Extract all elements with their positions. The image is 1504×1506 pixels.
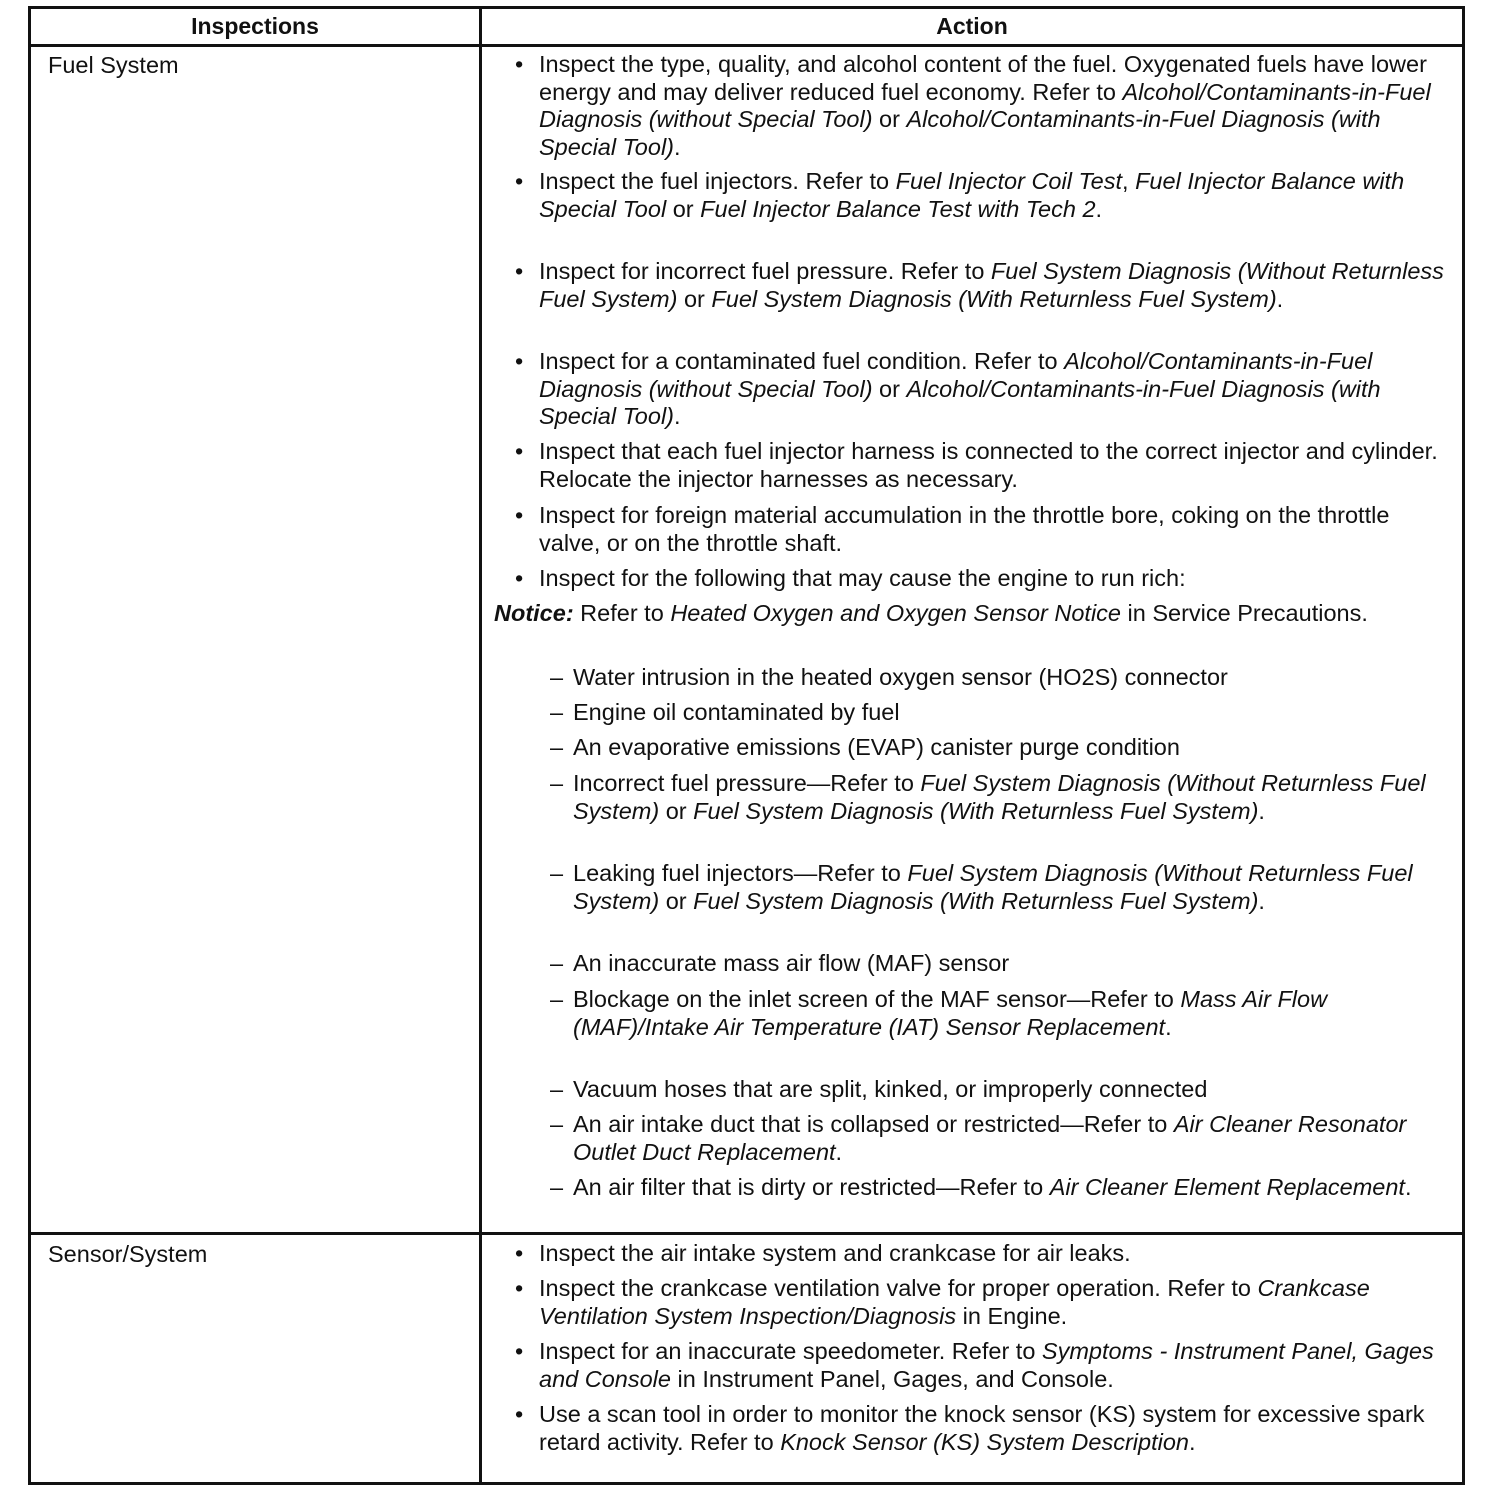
bullet-item: [500, 438, 1450, 493]
bullet-item: [500, 51, 1450, 161]
dash-marker: –: [550, 1111, 564, 1137]
bullet-item: [500, 168, 1450, 223]
sub-item: [500, 860, 1450, 915]
item-text: Inspect the air intake system and crankcase for air leaks.: [539, 1240, 1131, 1266]
sub-item: [500, 986, 1450, 1041]
item-text: Blockage on the inlet screen of the MAF sensor—Refer to Mass Air Flow (MAF)/Intake Air Temperature (IAT) Sensor Replacement.: [573, 986, 1328, 1040]
dash-marker: –: [550, 734, 564, 760]
inspections-header: Inspections: [191, 13, 319, 39]
bullet-marker: •: [515, 258, 524, 284]
dash-marker: –: [550, 699, 564, 725]
sub-item: [500, 699, 1450, 727]
sub-item: [500, 770, 1450, 825]
row-label-fuel-system: Fuel System: [48, 52, 179, 78]
sub-item: [500, 950, 1450, 978]
bullet-marker: •: [515, 1275, 524, 1301]
column-divider: [479, 6, 482, 1485]
notice-text: Refer to Heated Oxygen and Oxygen Sensor Notice in Service Precautions.: [573, 600, 1368, 626]
dash-marker: –: [550, 860, 564, 886]
bullet-marker: •: [515, 168, 524, 194]
bullet-item: [500, 1338, 1450, 1393]
bullet-marker: •: [515, 1401, 524, 1427]
bullet-marker: •: [515, 1338, 524, 1364]
item-text: Inspect the crankcase ventilation valve for proper operation. Refer to Crankcase Ventilation System Inspection/Diagnosis in Engine.: [539, 1275, 1370, 1329]
sub-item: [500, 664, 1450, 692]
item-text: Inspect for incorrect fuel pressure. Refer to Fuel System Diagnosis (Without Returnless Fuel System) or Fuel System Diagnosis (With Returnless Fuel System).: [539, 258, 1444, 312]
item-text: Inspect for the following that may cause the engine to run rich:: [539, 565, 1186, 591]
item-text: Inspect the fuel injectors. Refer to Fuel Injector Coil Test, Fuel Injector Balance with Special Tool or Fuel Injector Balance Test with Tech 2.: [539, 168, 1405, 222]
row-label-sensor-system: Sensor/System: [48, 1241, 208, 1267]
item-text: Inspect for a contaminated fuel condition. Refer to Alcohol/Contaminants-in-Fuel Diagnosis (without Special Tool) or Alcohol/Contaminants-in-Fuel Diagnosis (with Special Tool).: [539, 348, 1381, 429]
notice-line: [494, 600, 1454, 628]
item-text: An inaccurate mass air flow (MAF) sensor: [573, 950, 1010, 976]
item-text: An air intake duct that is collapsed or restricted—Refer to Air Cleaner Resonator Outlet Duct Replacement.: [573, 1111, 1407, 1165]
sub-item: [500, 1174, 1450, 1202]
dash-marker: –: [550, 1076, 564, 1102]
bullet-item: [500, 348, 1450, 431]
bullet-item: [500, 502, 1450, 557]
bullet-item: [500, 565, 1450, 593]
item-text: Inspect the type, quality, and alcohol content of the fuel. Oxygenated fuels have lower energy and may deliver reduced fuel economy. Refer to Alcohol/Contaminants-in-Fuel Diagnosis (without Special Tool) or Alcohol/Contaminants-in-Fuel Diagnosis (with Special Tool).: [539, 51, 1431, 160]
item-text: Engine oil contaminated by fuel: [573, 699, 900, 725]
sub-item: [500, 734, 1450, 762]
dash-marker: –: [550, 1174, 564, 1200]
bullet-marker: •: [515, 51, 524, 77]
item-text: Vacuum hoses that are split, kinked, or improperly connected: [573, 1076, 1208, 1102]
dash-marker: –: [550, 664, 564, 690]
item-text: Leaking fuel injectors—Refer to Fuel System Diagnosis (Without Returnless Fuel System) or Fuel System Diagnosis (With Returnless Fuel System).: [573, 860, 1413, 914]
sub-item: [500, 1076, 1450, 1104]
bullet-marker: •: [515, 502, 524, 528]
item-text: Incorrect fuel pressure—Refer to Fuel System Diagnosis (Without Returnless Fuel System) or Fuel System Diagnosis (With Returnless Fuel System).: [573, 770, 1426, 824]
item-text: Inspect for an inaccurate speedometer. Refer to Symptoms - Instrument Panel, Gages and Console in Instrument Panel, Gages, and Console.: [539, 1338, 1434, 1392]
bullet-marker: •: [515, 348, 524, 374]
item-text: Inspect for foreign material accumulation in the throttle bore, coking on the throttle valve, or on the throttle shaft.: [539, 502, 1390, 556]
header-divider: [28, 44, 1465, 47]
bullet-item: [500, 1401, 1450, 1456]
row-divider: [28, 1232, 1465, 1235]
notice-label: Notice:: [494, 600, 574, 626]
dash-marker: –: [550, 950, 564, 976]
bullet-marker: •: [515, 438, 524, 464]
bullet-item: [500, 1240, 1450, 1268]
sub-item: [500, 1111, 1450, 1166]
item-text: Use a scan tool in order to monitor the knock sensor (KS) system for excessive spark retard activity. Refer to Knock Sensor (KS) System Description.: [539, 1401, 1425, 1455]
bullet-item: [500, 1275, 1450, 1330]
item-text: Inspect that each fuel injector harness is connected to the correct injector and cylinder. Relocate the injector harnesses as necessary.: [539, 438, 1438, 492]
item-text: Water intrusion in the heated oxygen sensor (HO2S) connector: [573, 664, 1228, 690]
action-header: Action: [936, 13, 1008, 39]
bullet-item: [500, 258, 1450, 313]
bullet-marker: •: [515, 1240, 524, 1266]
bullet-marker: •: [515, 565, 524, 591]
dash-marker: –: [550, 986, 564, 1012]
item-text: An evaporative emissions (EVAP) canister purge condition: [573, 734, 1180, 760]
item-text: An air filter that is dirty or restricted—Refer to Air Cleaner Element Replacement.: [573, 1174, 1412, 1200]
dash-marker: –: [550, 770, 564, 796]
